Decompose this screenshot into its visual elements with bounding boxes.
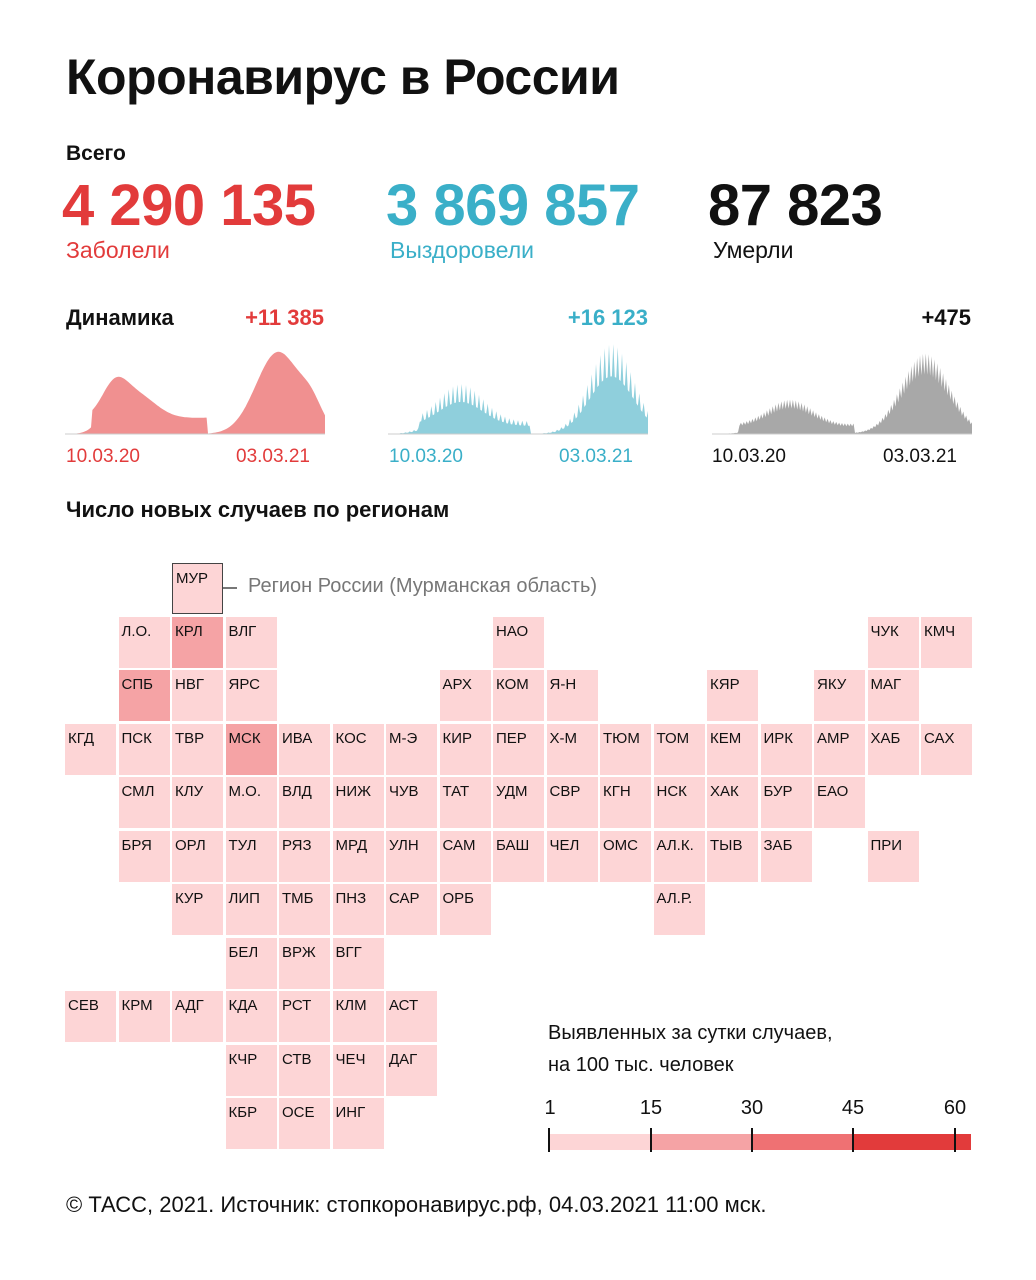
legend-tick [751, 1128, 753, 1152]
region-tile-удм: УДМ [493, 777, 544, 828]
region-tile-орл: ОРЛ [172, 831, 223, 882]
region-tile-м.о.: М.О. [226, 777, 277, 828]
region-tile-орб: ОРБ [440, 884, 491, 935]
region-tile-ирк: ИРК [761, 724, 812, 775]
cases-total: 4 290 135 [62, 173, 316, 238]
region-tile-х-м: Х-М [547, 724, 598, 775]
region-tile-влд: ВЛД [279, 777, 330, 828]
legend-segment-2 [651, 1134, 752, 1150]
region-tile-кмч: КМЧ [921, 617, 972, 668]
totals-label: Всего [66, 142, 126, 165]
region-note: Регион России (Мурманская область) [248, 575, 598, 597]
region-tile-клу: КЛУ [172, 777, 223, 828]
region-tile-том: ТОМ [654, 724, 705, 775]
legend-tick-label: 60 [943, 1097, 967, 1119]
region-tile-амр: АМР [814, 724, 865, 775]
region-tile-кгн: КГН [600, 777, 651, 828]
region-tile-хак: ХАК [707, 777, 758, 828]
cases-sparkline [65, 342, 325, 436]
cases-delta: +11 385 [245, 305, 324, 330]
region-tile-вгг: ВГГ [333, 938, 384, 989]
region-tile-мрд: МРД [333, 831, 384, 882]
deaths-total: 87 823 [708, 173, 883, 238]
region-tile-ств: СТВ [279, 1045, 330, 1096]
region-tile-кур: КУР [172, 884, 223, 935]
region-tile-кир: КИР [440, 724, 491, 775]
region-tile-тыв: ТЫВ [707, 831, 758, 882]
region-tile-бур: БУР [761, 777, 812, 828]
region-tile-крл: КРЛ [172, 617, 223, 668]
region-tile-сев: СЕВ [65, 991, 116, 1042]
cases-area [65, 352, 325, 434]
recovered-end-date: 03.03.21 [559, 446, 633, 467]
region-tile-аст: АСТ [386, 991, 437, 1042]
legend-tick-label: 30 [740, 1097, 764, 1119]
region-tile-даг: ДАГ [386, 1045, 437, 1096]
region-tile-яку: ЯКУ [814, 670, 865, 721]
region-tile-свр: СВР [547, 777, 598, 828]
region-tile-нао: НАО [493, 617, 544, 668]
region-tile-клм: КЛМ [333, 991, 384, 1042]
legend-title-line1: Выявленных за сутки случаев, [548, 1022, 833, 1044]
region-tile-кос: КОС [333, 724, 384, 775]
region-tile-ком: КОМ [493, 670, 544, 721]
region-tile-маг: МАГ [868, 670, 919, 721]
region-tile-рст: РСТ [279, 991, 330, 1042]
region-tile-тул: ТУЛ [226, 831, 277, 882]
region-tile-баш: БАШ [493, 831, 544, 882]
region-tile-спб: СПБ [119, 670, 170, 721]
region-tile-м-э: М-Э [386, 724, 437, 775]
region-tile-влг: ВЛГ [226, 617, 277, 668]
region-tile-ряз: РЯЗ [279, 831, 330, 882]
region-tile-смл: СМЛ [119, 777, 170, 828]
region-tile-заб: ЗАБ [761, 831, 812, 882]
region-tile-крм: КРМ [119, 991, 170, 1042]
region-tile-кда: КДА [226, 991, 277, 1042]
region-tile-чув: ЧУВ [386, 777, 437, 828]
region-tile-кяр: КЯР [707, 670, 758, 721]
region-tile-ива: ИВА [279, 724, 330, 775]
region-tile-сар: САР [386, 884, 437, 935]
legend-tick [954, 1128, 956, 1152]
dynamics-label: Динамика [66, 305, 174, 330]
legend-tick [650, 1128, 652, 1152]
region-tile-ярс: ЯРС [226, 670, 277, 721]
deaths-sparkline [712, 342, 972, 436]
region-tile-ал.р.: АЛ.Р. [654, 884, 705, 935]
region-tile-бел: БЕЛ [226, 938, 277, 989]
legend-tick [852, 1128, 854, 1152]
cases-start-date: 10.03.20 [66, 446, 140, 467]
region-tile-улн: УЛН [386, 831, 437, 882]
region-tile-врж: ВРЖ [279, 938, 330, 989]
legend-tick-label: 15 [639, 1097, 663, 1119]
recovered-delta: +16 123 [567, 305, 648, 330]
region-tile-пер: ПЕР [493, 724, 544, 775]
region-tile-сах: САХ [921, 724, 972, 775]
region-tile-твр: ТВР [172, 724, 223, 775]
legend-tick-label: 45 [841, 1097, 865, 1119]
page-title: Коронавирус в России [66, 49, 620, 105]
cases-end-date: 03.03.21 [236, 446, 310, 467]
region-tile-кем: КЕМ [707, 724, 758, 775]
region-tile-ниж: НИЖ [333, 777, 384, 828]
region-tile-чел: ЧЕЛ [547, 831, 598, 882]
region-tile-пск: ПСК [119, 724, 170, 775]
region-tile-я-н: Я-Н [547, 670, 598, 721]
regions-title: Число новых случаев по регионам [66, 497, 450, 522]
region-tile-л.о.: Л.О. [119, 617, 170, 668]
region-tile-омс: ОМС [600, 831, 651, 882]
legend-segment-3 [752, 1134, 853, 1150]
legend-title-line2: на 100 тыс. человек [548, 1054, 734, 1076]
cases-label: Заболели [66, 237, 170, 263]
region-tile-мск: МСК [226, 724, 277, 775]
region-tile-мур: МУР [172, 563, 223, 614]
deaths-end-date: 03.03.21 [883, 446, 957, 467]
region-tile-бря: БРЯ [119, 831, 170, 882]
region-tile-пнз: ПНЗ [333, 884, 384, 935]
region-tile-при: ПРИ [868, 831, 919, 882]
region-tile-чук: ЧУК [868, 617, 919, 668]
region-tile-сам: САМ [440, 831, 491, 882]
footer-source: © ТАСС, 2021. Источник: стопкоронавирус.рф, 04.03.2021 11:00 мск. [66, 1192, 767, 1217]
recovered-sparkline [388, 342, 648, 436]
region-tile-тат: ТАТ [440, 777, 491, 828]
deaths-delta: +475 [921, 305, 971, 330]
region-tile-лип: ЛИП [226, 884, 277, 935]
region-tile-чеч: ЧЕЧ [333, 1045, 384, 1096]
region-tile-осе: ОСЕ [279, 1098, 330, 1149]
region-tile-хаб: ХАБ [868, 724, 919, 775]
region-tile-тмб: ТМБ [279, 884, 330, 935]
region-tile-кгд: КГД [65, 724, 116, 775]
region-tile-адг: АДГ [172, 991, 223, 1042]
recovered-label: Выздоровели [390, 237, 534, 263]
deaths-start-date: 10.03.20 [712, 446, 786, 467]
region-tile-кбр: КБР [226, 1098, 277, 1149]
region-tile-инг: ИНГ [333, 1098, 384, 1149]
region-tile-еао: ЕАО [814, 777, 865, 828]
recovered-total: 3 869 857 [386, 173, 640, 238]
region-tile-арх: АРХ [440, 670, 491, 721]
region-tile-нск: НСК [654, 777, 705, 828]
deaths-label: Умерли [713, 237, 794, 263]
deaths-area [712, 354, 972, 435]
region-tile-кчр: КЧР [226, 1045, 277, 1096]
region-tile-тюм: ТЮМ [600, 724, 651, 775]
legend-segment-1 [550, 1134, 651, 1150]
recovered-start-date: 10.03.20 [389, 446, 463, 467]
legend-tick [548, 1128, 550, 1152]
legend-title [548, 1017, 833, 1081]
region-tile-ал.к.: АЛ.К. [654, 831, 705, 882]
recovered-area [388, 344, 648, 434]
region-note-line [223, 587, 237, 589]
legend-tick-label: 1 [544, 1097, 556, 1119]
region-tile-нвг: НВГ [172, 670, 223, 721]
